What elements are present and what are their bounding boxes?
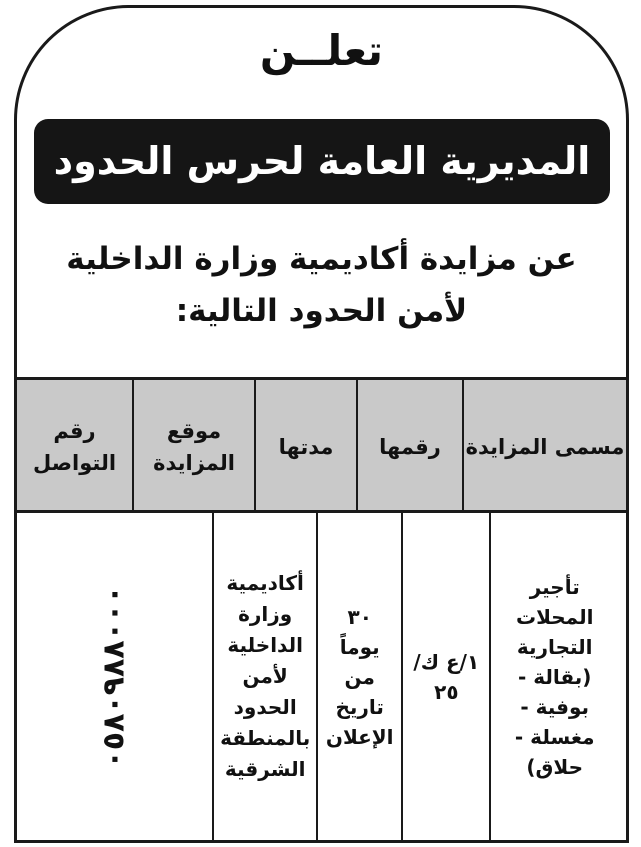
cell-auction-number: ١/ع ك/٢٥ bbox=[401, 513, 489, 840]
organization-banner: المديرية العامة لحرس الحدود bbox=[34, 119, 610, 204]
header-location: موقع المزايدة bbox=[132, 380, 254, 510]
cell-auction-name: تأجير المحلات التجارية (بقالة - بوفية - مغسلة - حلاق) bbox=[489, 513, 626, 840]
header-duration: مدتها bbox=[254, 380, 356, 510]
announcement-intro: عن مزايدة أكاديمية وزارة الداخلية لأمن الحدود التالية: bbox=[66, 241, 577, 329]
header-auction-number: رقمها bbox=[356, 380, 462, 510]
contact-phone-number[interactable]: ٠٥٨٠٩٨٨٠٠٠ bbox=[96, 584, 132, 769]
cell-contact bbox=[17, 513, 212, 840]
cell-duration: ٣٠ يوماً من تاريخ الإعلان bbox=[316, 513, 401, 840]
header-auction-name: مسمى المزايدة bbox=[462, 380, 626, 510]
announcement-heading: تعلــن bbox=[259, 26, 384, 75]
header-contact: رقم التواصل bbox=[32, 419, 117, 475]
announcement-frame bbox=[14, 5, 629, 843]
cell-location: أكاديمية وزارة الداخلية لأمن الحدود بالمنطقة الشرقية bbox=[212, 513, 316, 840]
table-header-row bbox=[17, 380, 626, 513]
table-row bbox=[17, 513, 626, 840]
auction-table bbox=[17, 377, 626, 840]
